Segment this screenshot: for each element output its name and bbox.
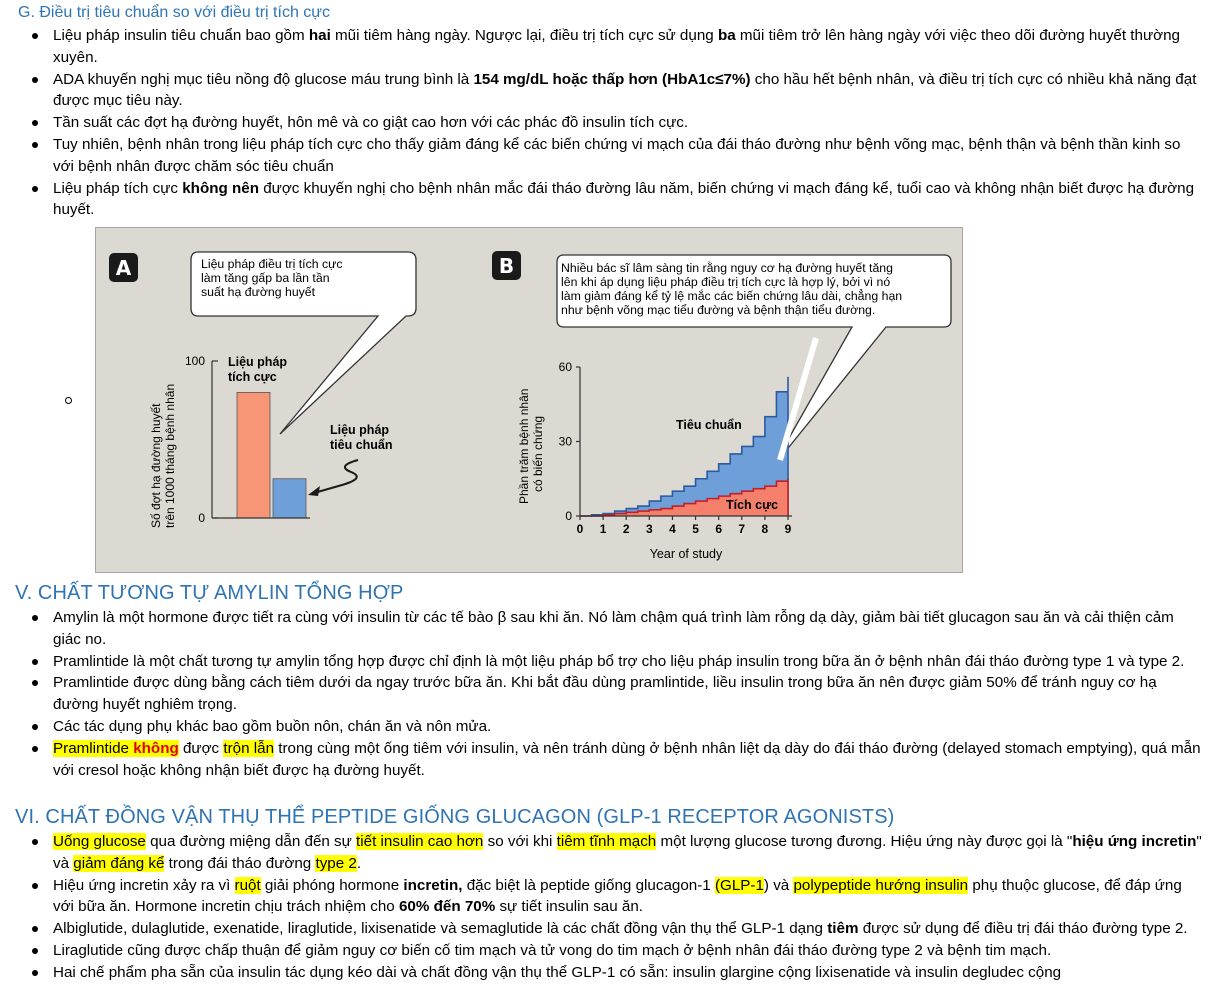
highlighted-text: không [133, 739, 179, 757]
bullet-item [0, 672, 1213, 716]
text-run: so với khi [483, 833, 557, 850]
text-run: Hiệu ứng incretin xảy ra vì [53, 876, 235, 894]
panel-a-ylabel [149, 384, 177, 528]
text-run: mũi tiêm trở lên hàng ngày với việc theo dõi đường huyết thường xuyên. [53, 27, 1180, 66]
panel-a-bars [212, 392, 310, 518]
panel-b-ytick-label: 0 [565, 509, 572, 523]
bullet-item [0, 607, 1213, 651]
bold-text: 60% đến 70% [398, 898, 496, 916]
section-v-heading: V. CHẤT TƯƠNG TỰ AMYLIN TỔNG HỢP [15, 582, 404, 604]
panel-a-squiggle-arrow [314, 460, 358, 493]
bullet-item [0, 25, 1213, 69]
panel-b-ytick-label: 60 [558, 360, 572, 374]
panel-b-xtick-label: 0 [576, 522, 584, 536]
figure-hypoglycemia-complications [95, 227, 963, 573]
text-run: mũi tiêm hàng ngày. Ngược lại, điều trị tích cực sử dụng [330, 27, 718, 44]
panel-b-xtick-label: 3 [645, 522, 653, 536]
bullet-item [0, 962, 1213, 984]
panel-a-ylabel-line: trên 1000 tháng bệnh nhân [163, 383, 177, 528]
bold-text: 154 mg/dL hoặc thấp hơn (HbA1c≤7%) [473, 70, 751, 88]
panel-b-label-standard: Tiêu chuẩn [676, 418, 742, 432]
highlighted-text: Pramlintide [53, 739, 134, 757]
panel-a-bar [237, 392, 270, 518]
panel-b-xtick-label: 9 [784, 522, 792, 536]
highlighted-text: polypeptide hướng insulin [793, 876, 969, 894]
panel-b-callout-line: làm giảm đáng kể tỷ lệ mắc các biến chứng lâu dài, chẳng hạn [561, 289, 903, 303]
text-run: cho hầu hết bệnh nhân, và điều trị tích cực có nhiều khả năng đạt được mục tiêu này. [53, 70, 1197, 110]
text-run: " và [53, 833, 1202, 872]
highlighted-text: giảm đáng kể [73, 854, 165, 872]
text-run: Pramlintide được dùng bằng cách tiêm dưới da ngay trước bữa ăn. Khi bắt đầu dùng pramlintide, liều insulin trong bữa ăn nên được giảm 50% để tránh nguy cơ hạ đường huyết nghiêm trọng. [53, 674, 1157, 714]
panel-b-xtick-label: 4 [669, 522, 676, 536]
section-g-heading: G. Điều trị tiêu chuẩn so với điều trị tích cực [18, 4, 330, 21]
panel-b-callout-text [561, 260, 906, 317]
panel-b-xtick-label: 1 [599, 522, 607, 536]
section-g-list [0, 25, 1213, 221]
bold-text: tiêm [827, 920, 859, 938]
highlighted-text: type 2 [315, 854, 357, 872]
panel-a-bar [273, 479, 306, 518]
text-run: Liệu pháp tích cực [53, 179, 183, 197]
text-run: qua đường miệng dẫn đến sự [145, 833, 357, 850]
text-run: phụ thuộc glucose, để đáp ứng với bữa ăn. Hormone incretin chịu trách nhiệm cho [53, 876, 1182, 916]
bullet-item [0, 918, 1213, 940]
text-run: được sử dụng để điều trị đái tháo đường type 2. [858, 920, 1188, 938]
panel-a-badge: A [115, 256, 132, 280]
text-run: Tần suất các đợt hạ đường huyết, hôn mê và co giật cao hơn với các phác đồ insulin tích cực. [53, 114, 689, 132]
panel-b-callout-line: như bệnh võng mạc tiểu đường và bệnh thận tiểu đường. [561, 303, 876, 317]
text-run: Liraglutide cũng được chấp thuận để giảm nguy cơ biến cố tim mạch và tử vong do tim mạch ở bệnh nhân đái tháo đường type 2 và bệnh tim mạch. [53, 941, 1052, 959]
panel-b-label-intensive: Tích cực [726, 498, 779, 512]
highlighted-text: tiết insulin cao hơn [356, 833, 484, 850]
panel-b-badge: B [498, 254, 515, 278]
bullet-item [0, 738, 1213, 782]
panel-a-label-standard-line: Liệu pháp [330, 423, 390, 437]
panel-a-callout-line: làm tăng gấp ba lần tần [201, 271, 330, 285]
bullet-item [0, 112, 1213, 134]
panel-a-label-intensive-line: Liệu pháp [228, 355, 288, 369]
panel-a-label-intensive [228, 355, 291, 384]
panel-a-callout-line: Liệu pháp điều trị tích cực [201, 257, 343, 271]
panel-b-callout-line: Nhiều bác sĩ lâm sàng tin rằng nguy cơ hạ đường huyết tăng [561, 261, 893, 275]
bold-text: hai [308, 27, 331, 44]
panel-b-ylabel [517, 385, 545, 504]
bullet-item [0, 651, 1213, 673]
panel-b-xtick-label: 5 [692, 522, 699, 536]
text-run: Hai chế phẩm pha sẵn của insulin tác dụng kéo dài và chất đồng vận thụ thể GLP-1 có sẵn: insulin glargine cộng lixisenatide và insulin degludec cộng [53, 963, 1062, 981]
text-run: được [178, 739, 224, 757]
text-run: trong đái tháo đường [164, 854, 316, 872]
panel-a-label-standard [330, 423, 393, 452]
text-run: ) và [763, 876, 794, 894]
panel-b-xlabel: Year of study [649, 547, 723, 561]
bold-text: hiệu ứng incretin [1072, 833, 1197, 850]
panel-b-ylabel-line: có biến chứng [531, 415, 545, 492]
panel-b-ytick-label: 30 [558, 434, 572, 449]
bullet-item [0, 69, 1213, 113]
text-run: đặc biệt là peptide giống glucagon-1 [462, 876, 715, 894]
section-vi-list [0, 831, 1213, 984]
bold-text: ba [717, 27, 736, 44]
text-run: giải phóng hormone [260, 876, 404, 894]
bold-text: không nên [182, 179, 259, 197]
section-vi-heading: VI. CHẤT ĐỒNG VẬN THỤ THỂ PEPTIDE GIỐNG GLUCAGON (GLP-1 RECEPTOR AGONISTS) [15, 806, 895, 828]
text-run: ADA khuyến nghị mục tiêu nồng độ glucose máu trung bình là [53, 70, 474, 88]
text-run: một lượng glucose tương đương. Hiệu ứng này được gọi là " [656, 833, 1073, 850]
bullet-item [0, 716, 1213, 738]
text-run: được khuyến nghị cho bệnh nhân mắc đái tháo đường lâu năm, biến chứng vi mạch đáng kể, tuổi cao và không nhận biết được hạ đường huyết. [53, 179, 1195, 219]
text-run: Pramlintide là một chất tương tự amylin tổng hợp được chỉ định là một liệu pháp bổ trợ cho liệu pháp insulin trong bữa ăn ở bệnh nhân đái tháo đường type 1 và type 2. [53, 652, 1185, 670]
panel-a [109, 252, 416, 528]
text-run: Albiglutide, dulaglutide, exenatide, liraglutide, lixisenatide và semaglutide là các chất đồng vận thụ thể GLP-1 dạng [53, 920, 828, 938]
panel-a-ytick-label: 100 [184, 354, 205, 368]
sub-list-bullet [65, 397, 72, 404]
panel-a-label-standard-line: tiêu chuẩn [330, 438, 393, 452]
text-run: Liệu pháp insulin tiêu chuẩn bao gồm [53, 27, 309, 44]
panel-a-arrowhead [308, 486, 320, 496]
panel-b-xtick-label: 8 [761, 522, 769, 536]
highlighted-text: Uống glucose [53, 833, 146, 850]
text-run: trong cùng một ống tiêm với insulin, và nên tránh dùng ở bệnh nhân liệt dạ dày do đái tháo đường (delayed stomach emptying), quá mẫn với cresol hoặc không nhận biết được hạ đường huyết. [53, 739, 1201, 779]
figure-svg [96, 228, 964, 574]
highlighted-text: tiêm tĩnh mạch [556, 833, 657, 850]
panel-b-callout-line: lên khi áp dụng liệu pháp điều trị tích cực là hợp lý, bởi vì nó [561, 275, 891, 289]
panel-b-ylabel-line: Phần trăm bệnh nhân [517, 388, 531, 504]
text-run: . [356, 854, 362, 872]
panel-a-label-intensive-line: tích cực [228, 370, 277, 384]
bullet-item [0, 178, 1213, 222]
text-run: Các tác dụng phụ khác bao gồm buồn nôn, chán ăn và nôn mửa. [53, 717, 492, 735]
highlighted-text: (GLP-1 [714, 876, 764, 894]
bold-text: incretin, [403, 876, 463, 894]
panel-b-xtick-label: 7 [738, 522, 746, 536]
panel-a-callout-line: suất hạ đường huyết [201, 285, 316, 299]
panel-b [492, 251, 951, 561]
bullet-item [0, 940, 1213, 962]
text-run: sự tiết insulin sau ăn. [495, 898, 644, 916]
bullet-item [0, 134, 1213, 178]
panel-b-xtick-label: 2 [622, 522, 630, 536]
text-run: Amylin là một hormone được tiết ra cùng với insulin từ các tế bào β sau khi ăn. Nó làm chậm quá trình làm rỗng dạ dày, giảm bài tiết glucagon sau ăn và cải thiện cảm giác no. [53, 609, 1174, 648]
panel-a-ytick-label: 0 [198, 511, 205, 525]
bullet-item [0, 831, 1213, 875]
bullet-item [0, 875, 1213, 919]
text-run: Tuy nhiên, bệnh nhân trong liệu pháp tích cực cho thấy giảm đáng kể các biến chứng vi mạch của đái tháo đường như bệnh võng mạc, bệnh thận và bệnh thần kinh so với bệnh nhân được chăm sóc tiêu chuẩn [53, 135, 1181, 175]
section-v-list [0, 607, 1213, 781]
highlighted-text: ruột [234, 876, 261, 894]
panel-a-ylabel-line: Số đợt hạ đường huyết [149, 403, 163, 528]
highlighted-text: trộn lẫn [223, 739, 275, 757]
panel-b-xtick-label: 6 [715, 522, 723, 536]
